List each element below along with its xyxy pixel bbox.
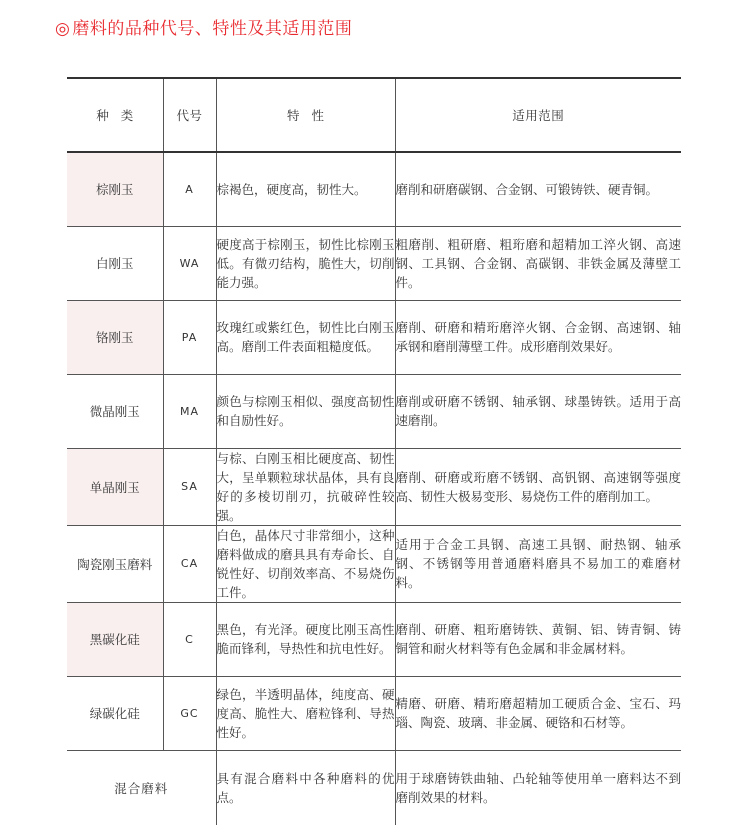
code-cell: CA (163, 525, 216, 602)
kind-cell: 铬刚玉 (67, 300, 163, 374)
usage-cell: 粗磨削、粗研磨、粗珩磨和超精加工淬火钢、高速钢、工具钢、合金钢、高碳钢、非铁金属及薄壁工件。 (395, 226, 681, 300)
page-title (55, 18, 352, 40)
kind-cell: 单晶刚玉 (67, 448, 163, 525)
property-cell: 棕褐色，硬度高，韧性大。 (216, 152, 395, 226)
property-cell: 玫瑰红或紫红色，韧性比白刚玉高。磨削工件表面粗糙度低。 (216, 300, 395, 374)
usage-cell: 磨削、研磨和精珩磨淬火钢、合金钢、高速钢、轴承钢和磨削薄壁工件。成形磨削效果好。 (395, 300, 681, 374)
kind-cell: 微晶刚玉 (67, 374, 163, 448)
property-cell: 绿色，半透明晶体，纯度高、硬度高、脆性大、磨粒锋利、导热性好。 (216, 676, 395, 750)
property-cell: 硬度高于棕刚玉，韧性比棕刚玉低。有微刃结构，脆性大，切削能力强。 (216, 226, 395, 300)
kind-cell: 绿碳化硅 (67, 676, 163, 750)
kind-cell: 黑碳化硅 (67, 602, 163, 676)
table-header-row (67, 78, 681, 152)
code-cell: SA (163, 448, 216, 525)
table-row (67, 300, 681, 374)
usage-cell: 适用于合金工具钢、高速工具钢、耐热钢、轴承钢、不锈钢等用普通磨料磨具不易加工的难磨材料。 (395, 525, 681, 602)
code-cell: MA (163, 374, 216, 448)
property-cell: 白色，晶体尺寸非常细小，这种磨料做成的磨具具有寿命长、自锐性好、切削效率高、不易烧伤工件。 (216, 525, 395, 602)
column-header-usage: 适用范围 (395, 78, 681, 152)
property-cell: 具有混合磨料中各种磨料的优点。 (216, 750, 395, 825)
code-cell: A (163, 152, 216, 226)
kind-cell: 棕刚玉 (67, 152, 163, 226)
table-row (67, 525, 681, 602)
table-row (67, 676, 681, 750)
code-cell: PA (163, 300, 216, 374)
kind-cell: 陶瓷刚玉磨料 (67, 525, 163, 602)
property-cell: 黑色，有光泽。硬度比刚玉高性脆而锋利，导热性和抗电性好。 (216, 602, 395, 676)
usage-cell: 用于球磨铸铁曲轴、凸轮轴等使用单一磨料达不到磨削效果的材料。 (395, 770, 681, 805)
table-row (67, 602, 681, 676)
code-cell: C (163, 602, 216, 676)
table-row-mixed (67, 750, 681, 825)
table-row (67, 226, 681, 300)
code-cell: GC (163, 676, 216, 750)
table-row (67, 152, 681, 226)
usage-cell: 磨削、研磨或珩磨不锈钢、高钒钢、高速钢等强度高、韧性大极易变形、易烧伤工件的磨削加工。 (395, 448, 681, 525)
usage-cell: 磨削和研磨碳钢、合金钢、可锻铸铁、硬青铜。 (395, 152, 681, 226)
column-header-property: 特性 (216, 78, 395, 152)
table-row (67, 374, 681, 448)
kind-cell: 混合磨料 (67, 750, 216, 825)
usage-cell: 磨削、研磨、粗珩磨铸铁、黄铜、铝、铸青铜、铸铜管和耐火材料等有色金属和非金属材料。 (395, 602, 681, 676)
column-header-kind: 种类 (67, 78, 163, 152)
kind-cell: 白刚玉 (67, 226, 163, 300)
page-title-text: 磨料的品种代号、特性及其适用范围 (72, 19, 353, 39)
property-cell: 颜色与棕刚玉相似、强度高韧性和自励性好。 (216, 374, 395, 448)
property-cell: 与棕、白刚玉相比硬度高、韧性大，呈单颗粒球状晶体，具有良好的多棱切削刃，抗破碎性较强。 (216, 448, 395, 525)
abrasive-spec-table (67, 77, 681, 825)
double-circle-icon: ◎ (55, 19, 71, 39)
column-header-code: 代号 (163, 78, 216, 152)
usage-cell: 精磨、研磨、精珩磨超精加工硬质合金、宝石、玛瑙、陶瓷、玻璃、非金属、硬铬和石材等。 (395, 676, 681, 750)
code-cell: WA (163, 226, 216, 300)
usage-cell: 磨削或研磨不锈钢、轴承钢、球墨铸铁。适用于高速磨削。 (395, 374, 681, 448)
table-row (67, 448, 681, 525)
